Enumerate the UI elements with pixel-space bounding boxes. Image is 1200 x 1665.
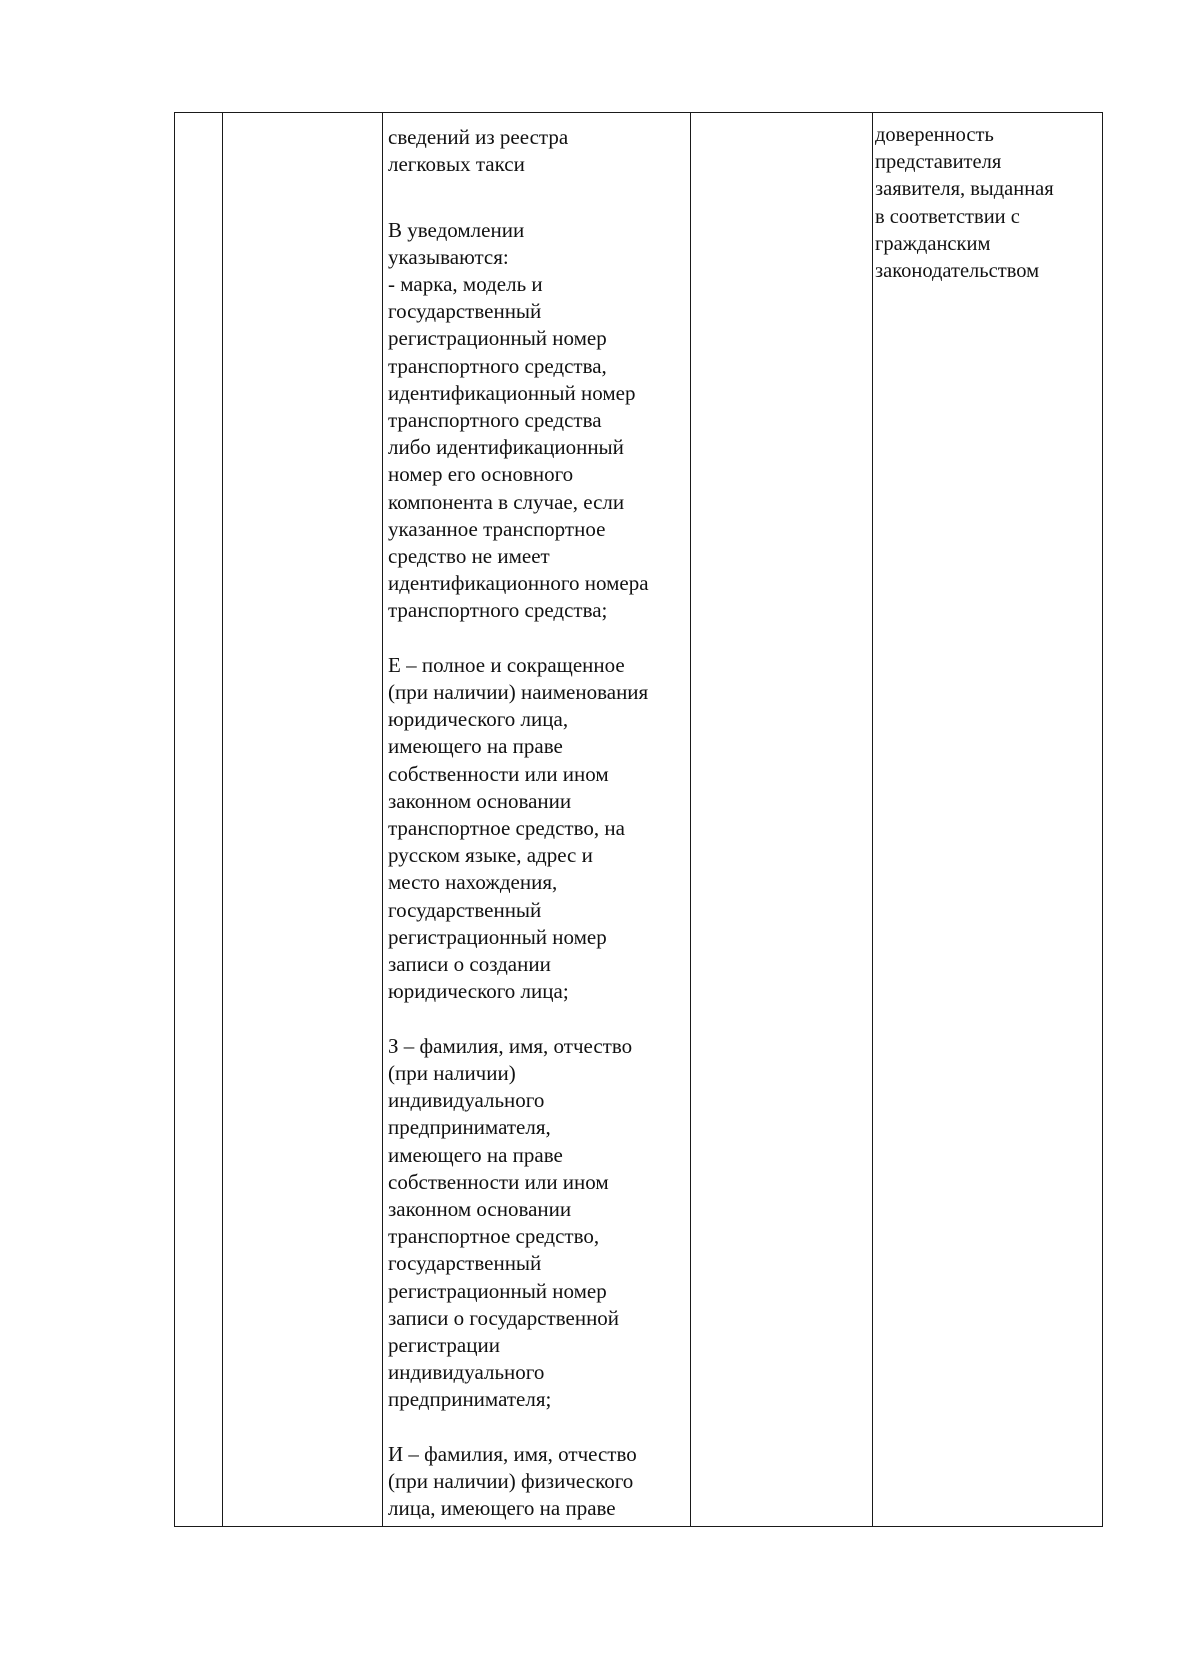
paragraph-individual: И – фамилия, имя, отчество (при наличии) физического лица, имеющего на праве xyxy=(388,1441,637,1521)
table-cell-empty xyxy=(691,113,873,1527)
paragraph-blank xyxy=(383,625,690,652)
paragraph-entrepreneur: З – фамилия, имя, отчество (при наличии) индивидуального предпринимателя, имеющего на праве собственности или ином законном основании транспортное средство, государственный регистрационный номер записи о государственной регистрации индивидуального предпринимателя; xyxy=(388,1033,633,1412)
paragraph-power-of-attorney: доверенность представителя заявителя, выданная в соответствии с гражданским законодательством xyxy=(875,124,1054,283)
table-cell-description xyxy=(383,113,691,1527)
table-row xyxy=(175,113,1103,1527)
document-table xyxy=(174,112,1103,1527)
paragraph-blank xyxy=(383,178,690,216)
paragraph-legal-entity: Е – полное и сокращенное (при наличии) наименования юридического лица, имеющего на праве собственности или ином законном основании транспортное средство, на русском языке, адрес и место нахождения, государственный регистрационный номер записи о создании юридического лица; xyxy=(388,652,649,1004)
table-cell-number xyxy=(175,113,223,1527)
paragraph-registry: сведений из реестра легковых такси xyxy=(388,125,569,177)
paragraph-notification: В уведомлении указываются: - марка, модель и государственный регистрационный номер транспортного средства, идентификационный номер транспортного средства либо идентификационный номер его основного компонента в случае, если указанное транспортное средство не имеет идентификационного номера транспортного средства; xyxy=(388,217,649,623)
table-cell-documents xyxy=(873,113,1103,1527)
paragraph-blank xyxy=(383,1006,690,1033)
paragraph-blank xyxy=(383,1414,690,1441)
table-cell-name xyxy=(223,113,383,1527)
